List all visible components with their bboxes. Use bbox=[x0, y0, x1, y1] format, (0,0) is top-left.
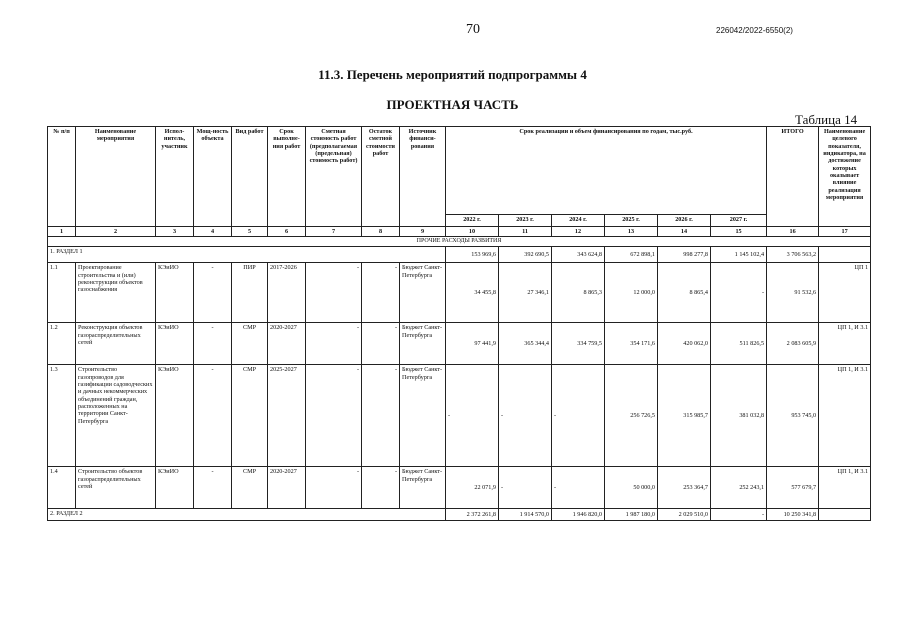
year-cell: 2022 г. bbox=[446, 215, 499, 227]
section-value: 2 372 261,8 bbox=[446, 509, 499, 521]
table-row bbox=[48, 467, 871, 509]
row-value: 252 243,1 bbox=[711, 467, 767, 509]
row-name: Строительство газопроводов для газификации садоводческих и дачных некоммерческих объединений граждан, расположенных на территории Санкт-Петербурга bbox=[76, 365, 156, 467]
section-indicator bbox=[819, 247, 871, 263]
row-name: Проектирование строительства и (или) реконструкции объектов газоснабжения bbox=[76, 263, 156, 323]
row-period: 2017-2026 bbox=[268, 263, 306, 323]
row-num: 1.3 bbox=[48, 365, 76, 467]
col-number: 3 bbox=[156, 227, 194, 237]
row-estimate: - bbox=[306, 323, 362, 365]
year-cell: 2025 г. bbox=[605, 215, 658, 227]
section-value: 672 898,1 bbox=[605, 247, 658, 263]
measures-table-container bbox=[47, 126, 870, 521]
col-number: 17 bbox=[819, 227, 871, 237]
col-number: 4 bbox=[194, 227, 232, 237]
col-number: 6 bbox=[268, 227, 306, 237]
year-cell: 2027 г. bbox=[711, 215, 767, 227]
row-total: 2 083 605,9 bbox=[767, 323, 819, 365]
row-remainder: - bbox=[362, 323, 400, 365]
header-estimate: Сметная стоимость работ (предполагаемая (предельная) стоимость работ) bbox=[306, 127, 362, 227]
row-source: Бюджет Санкт-Петербурга bbox=[400, 365, 446, 467]
row-capacity: - bbox=[194, 263, 232, 323]
row-num: 1.2 bbox=[48, 323, 76, 365]
col-number: 5 bbox=[232, 227, 268, 237]
section-value: 1 946 820,0 bbox=[552, 509, 605, 521]
row-source: Бюджет Санкт-Петербурга bbox=[400, 263, 446, 323]
section-value: - bbox=[711, 509, 767, 521]
section-row bbox=[48, 509, 871, 521]
col-number: 11 bbox=[499, 227, 552, 237]
section-value: 1 914 570,0 bbox=[499, 509, 552, 521]
row-executor: КЭиИО bbox=[156, 323, 194, 365]
band-row bbox=[48, 237, 871, 247]
row-indicator: ЦП 1, И 3.1 bbox=[819, 467, 871, 509]
row-value: 8 865,4 bbox=[658, 263, 711, 323]
page-number: 70 bbox=[466, 22, 480, 37]
row-value: 365 344,4 bbox=[499, 323, 552, 365]
row-indicator: ЦП 1 bbox=[819, 263, 871, 323]
row-value: 22 071,9 bbox=[446, 467, 499, 509]
header-num: № п/п bbox=[48, 127, 76, 227]
row-value: - bbox=[499, 365, 552, 467]
band-label: ПРОЧИЕ РАСХОДЫ РАЗВИТИЯ bbox=[48, 237, 871, 247]
col-number: 10 bbox=[446, 227, 499, 237]
row-estimate: - bbox=[306, 263, 362, 323]
row-indicator: ЦП 1, И 3.1 bbox=[819, 323, 871, 365]
section-value: 1 145 102,4 bbox=[711, 247, 767, 263]
row-period: 2020-2027 bbox=[268, 467, 306, 509]
row-work-type: ПИР bbox=[232, 263, 268, 323]
row-value: - bbox=[711, 263, 767, 323]
section-label: 2. РАЗДЕЛ 2 bbox=[48, 509, 446, 521]
section-label: 1. РАЗДЕЛ 1 bbox=[48, 247, 446, 263]
col-number: 9 bbox=[400, 227, 446, 237]
col-number: 16 bbox=[767, 227, 819, 237]
year-cell: 2026 г. bbox=[658, 215, 711, 227]
col-number: 12 bbox=[552, 227, 605, 237]
row-value: 27 346,1 bbox=[499, 263, 552, 323]
col-number: 15 bbox=[711, 227, 767, 237]
row-period: 2020-2027 bbox=[268, 323, 306, 365]
section-value: 343 624,8 bbox=[552, 247, 605, 263]
row-work-type: СМР bbox=[232, 467, 268, 509]
row-value: 334 759,5 bbox=[552, 323, 605, 365]
column-numbers-row bbox=[48, 227, 871, 237]
row-source: Бюджет Санкт-Петербурга bbox=[400, 323, 446, 365]
row-work-type: СМР bbox=[232, 365, 268, 467]
section-value: 1 987 180,0 bbox=[605, 509, 658, 521]
col-number: 2 bbox=[76, 227, 156, 237]
col-number: 13 bbox=[605, 227, 658, 237]
row-executor: КЭиИО bbox=[156, 467, 194, 509]
row-value: 315 985,7 bbox=[658, 365, 711, 467]
header-indicator: Наименование целевого показателя, индикатора, на достижение которых оказывает влияние реализация мероприятия bbox=[819, 127, 871, 227]
row-remainder: - bbox=[362, 263, 400, 323]
row-value: 34 455,8 bbox=[446, 263, 499, 323]
row-estimate: - bbox=[306, 467, 362, 509]
row-remainder: - bbox=[362, 467, 400, 509]
header-remainder: Остаток сметной стоимости работ bbox=[362, 127, 400, 227]
header-executor: Испол-нитель, участник bbox=[156, 127, 194, 227]
header-total: ИТОГО bbox=[767, 127, 819, 227]
row-capacity: - bbox=[194, 365, 232, 467]
row-num: 1.4 bbox=[48, 467, 76, 509]
row-total: 577 679,7 bbox=[767, 467, 819, 509]
col-number: 8 bbox=[362, 227, 400, 237]
row-work-type: СМР bbox=[232, 323, 268, 365]
year-cell: 2023 г. bbox=[499, 215, 552, 227]
table-row bbox=[48, 263, 871, 323]
row-value: - bbox=[446, 365, 499, 467]
row-source: Бюджет Санкт-Петербурга bbox=[400, 467, 446, 509]
year-cell: 2024 г. bbox=[552, 215, 605, 227]
row-name: Реконструкция объектов газораспределительных сетей bbox=[76, 323, 156, 365]
row-num: 1.1 bbox=[48, 263, 76, 323]
row-value: 253 364,7 bbox=[658, 467, 711, 509]
header-funding: Срок реализации и объем финансирования по годам, тыс.руб. bbox=[446, 127, 767, 215]
row-executor: КЭиИО bbox=[156, 365, 194, 467]
table-label: Таблица 14 bbox=[795, 112, 858, 127]
row-value: 8 865,3 bbox=[552, 263, 605, 323]
section-value: 392 690,5 bbox=[499, 247, 552, 263]
table-row bbox=[48, 365, 871, 467]
row-executor: КЭиИО bbox=[156, 263, 194, 323]
col-number: 14 bbox=[658, 227, 711, 237]
section-value: 998 277,8 bbox=[658, 247, 711, 263]
section-title: 11.3. Перечень мероприятий подпрограммы 4 bbox=[318, 67, 587, 82]
col-number: 7 bbox=[306, 227, 362, 237]
row-total: 91 532,6 bbox=[767, 263, 819, 323]
header-source: Источник финанси-рования bbox=[400, 127, 446, 227]
section-indicator bbox=[819, 509, 871, 521]
row-period: 2025-2027 bbox=[268, 365, 306, 467]
row-value: - bbox=[552, 467, 605, 509]
part-title: ПРОЕКТНАЯ ЧАСТЬ bbox=[386, 97, 519, 112]
row-estimate: - bbox=[306, 365, 362, 467]
row-value: - bbox=[552, 365, 605, 467]
row-value: 97 441,9 bbox=[446, 323, 499, 365]
header-period: Срок выполне-ния работ bbox=[268, 127, 306, 227]
header-row bbox=[48, 127, 871, 215]
row-capacity: - bbox=[194, 323, 232, 365]
row-name: Строительство объектов газораспределительных сетей bbox=[76, 467, 156, 509]
header-work-type: Вид работ bbox=[232, 127, 268, 227]
row-remainder: - bbox=[362, 365, 400, 467]
section-value: 2 029 510,0 bbox=[658, 509, 711, 521]
table-row bbox=[48, 323, 871, 365]
row-value: 354 171,6 bbox=[605, 323, 658, 365]
row-value: 381 032,8 bbox=[711, 365, 767, 467]
row-value: 12 000,0 bbox=[605, 263, 658, 323]
row-value: 420 062,0 bbox=[658, 323, 711, 365]
row-capacity: - bbox=[194, 467, 232, 509]
row-value: 511 826,5 bbox=[711, 323, 767, 365]
section-row bbox=[48, 247, 871, 263]
measures-table bbox=[47, 126, 871, 521]
col-number: 1 bbox=[48, 227, 76, 237]
row-total: 953 745,0 bbox=[767, 365, 819, 467]
document-id: 226042/2022-6550(2) bbox=[716, 26, 793, 35]
header-name: Наименование мероприятия bbox=[76, 127, 156, 227]
row-value: 256 726,5 bbox=[605, 365, 658, 467]
section-value: 153 969,6 bbox=[446, 247, 499, 263]
row-value: - bbox=[499, 467, 552, 509]
section-total: 10 250 341,8 bbox=[767, 509, 819, 521]
header-capacity: Мощ-ность объекта bbox=[194, 127, 232, 227]
section-total: 3 706 563,2 bbox=[767, 247, 819, 263]
row-value: 50 000,0 bbox=[605, 467, 658, 509]
row-indicator: ЦП 1, И 3.1 bbox=[819, 365, 871, 467]
